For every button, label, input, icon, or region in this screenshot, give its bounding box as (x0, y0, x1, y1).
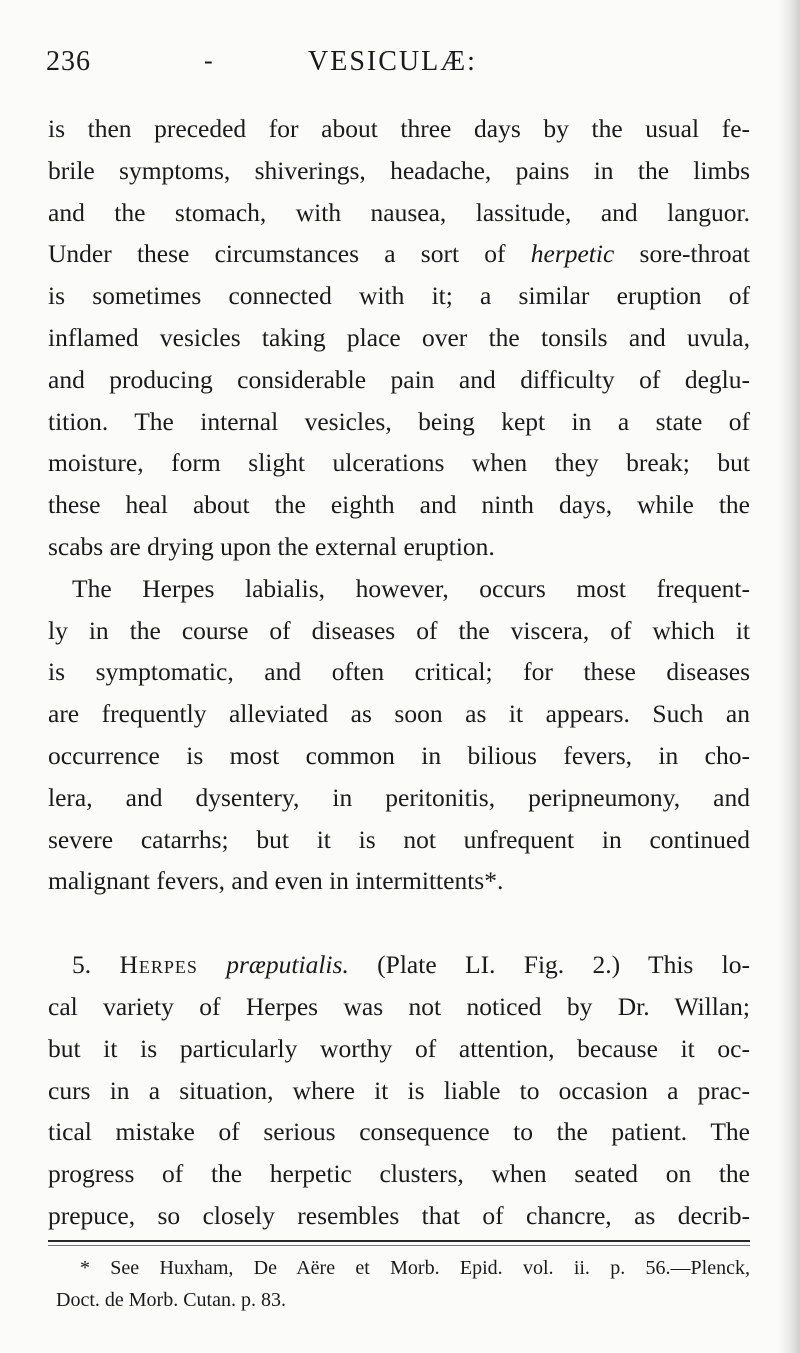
paragraph-gap (48, 902, 750, 944)
header-separator: - (204, 46, 213, 75)
footnote-rule-thin (48, 1245, 750, 1246)
text-line: are frequently alleviated as soon as it appears. Such an (48, 699, 750, 729)
species-name: præputialis. (226, 950, 349, 980)
text-line: but it is particularly worthy of attention, because it oc- (48, 1033, 750, 1063)
text-line: cal variety of Herpes was not noticed by Dr. Willan; (48, 991, 750, 1021)
text-line: ly in the course of diseases of the viscera, of which it (48, 615, 750, 645)
text-line: is symptomatic, and often critical; for these diseases (48, 657, 750, 687)
text-line: The Herpes labialis, however, occurs most frequent- (72, 573, 750, 603)
text-line: Under these circumstances a sort of herpetic sore-throat (48, 239, 750, 269)
section-number: 5. (72, 950, 92, 980)
footnote-line: * See Huxham, De Aëre et Morb. Epid. vol. ii. p. 56.—Plenck, (80, 1257, 750, 1279)
text-line: severe catarrhs; but it is not unfrequent in continued (48, 824, 750, 854)
text-line: tical mistake of serious consequence to the patient. The (48, 1117, 750, 1147)
page-number: 236 (46, 46, 91, 77)
page-gutter-shadow (778, 0, 800, 1353)
text-line: progress of the herpetic clusters, when seated on the (48, 1159, 750, 1189)
footnote-line: Doct. de Morb. Cutan. p. 83. (56, 1289, 286, 1311)
footnote-rule (48, 1240, 750, 1242)
section-heading-line: 5. Herpes præputialis. (Plate LI. Fig. 2.) This lo- (72, 950, 750, 980)
italic-term: herpetic (530, 239, 615, 269)
text-line: brile symptoms, shiverings, headache, pains in the limbs (48, 155, 750, 185)
text-line: malignant fevers, and even in intermittents*. (48, 866, 504, 896)
disease-name: Herpes (119, 950, 198, 980)
text-line: these heal about the eighth and ninth days, while the (48, 490, 750, 520)
text-line: inflamed vesicles taking place over the tonsils and uvula, (48, 322, 750, 352)
text-line: and producing considerable pain and difficulty of deglu- (48, 364, 750, 394)
text-line: lera, and dysentery, in peritonitis, peripneumony, and (48, 782, 750, 812)
text-line: moisture, form slight ulcerations when they break; but (48, 448, 750, 478)
running-head (46, 46, 746, 86)
text-line: is then preceded for about three days by the usual fe- (48, 114, 750, 143)
text-line: prepuce, so closely resembles that of chancre, as decrib- (48, 1200, 750, 1230)
text-line: and the stomach, with nausea, lassitude, and languor. (48, 197, 750, 227)
chapter-title: VESICULÆ: (308, 46, 477, 77)
body-text (48, 108, 750, 1237)
text-line: tition. The internal vesicles, being kept in a state of (48, 406, 750, 436)
text-line: is sometimes connected with it; a similar eruption of (48, 281, 750, 311)
text-line: curs in a situation, where it is liable to occasion a prac- (48, 1075, 750, 1105)
footnotes (56, 1252, 750, 1316)
text-line: scabs are drying upon the external eruption. (48, 531, 495, 561)
text-line: occurrence is most common in bilious fevers, in cho- (48, 740, 750, 770)
